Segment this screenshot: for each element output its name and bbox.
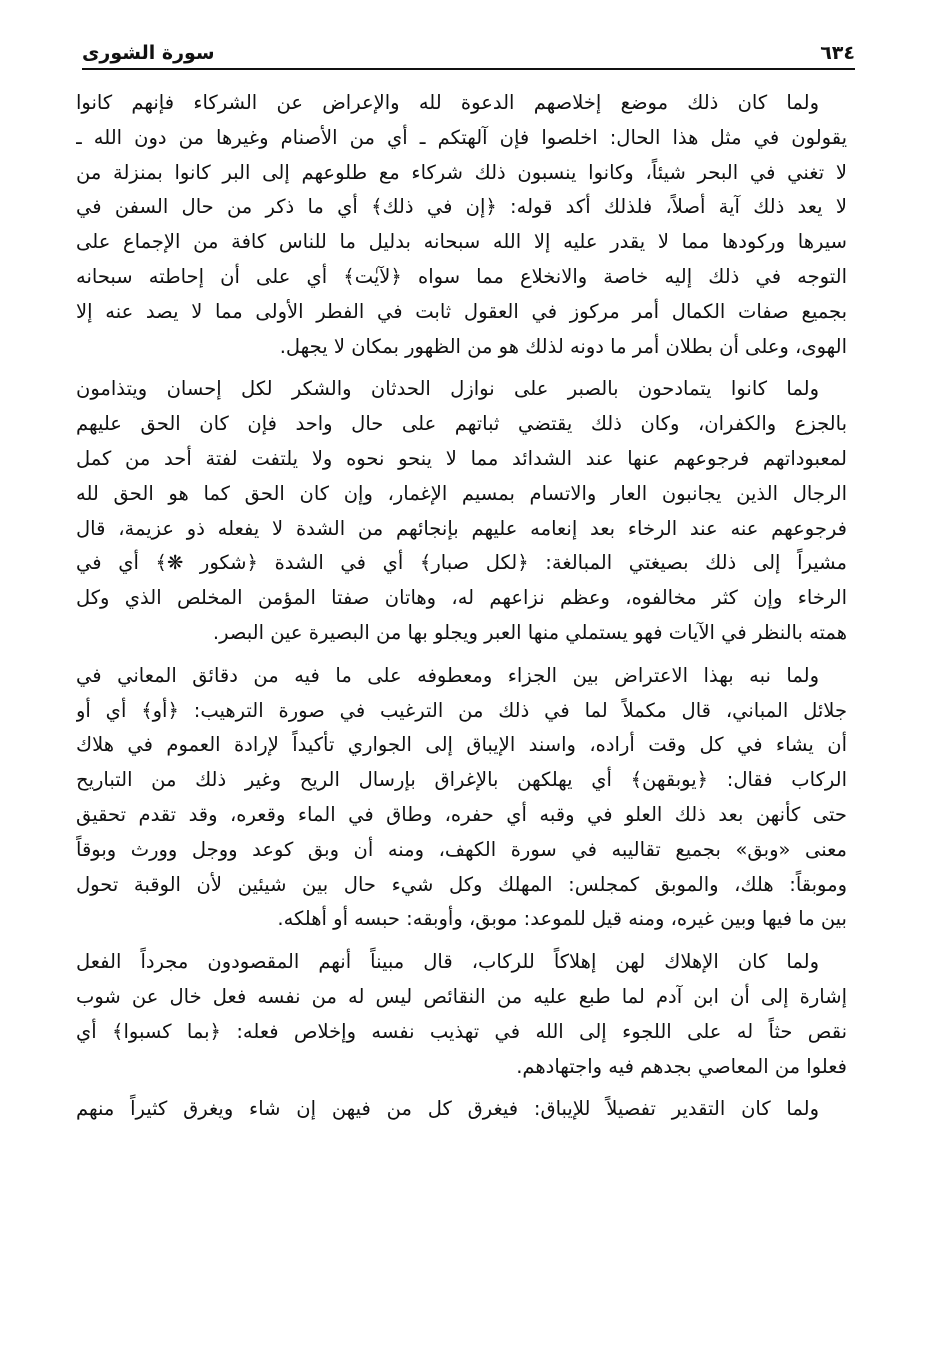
text-line: نقص حثاً له على اللجوء إلى الله في تهذيب نفسه وإخلاص فعله: ﴿بما كسبوا﴾ أي [76, 1019, 847, 1043]
text-line: معنى «وبق» بجميع تقاليبه في سورة الكهف، ومنه أن وبق كوعد ووجل وورث وبوقاً [76, 837, 847, 861]
text-line: مشيراً إلى ذلك بصيغتي المبالغة: ﴿لكل صبار﴾ أي في الشدة ﴿شكور ❋﴾ أي في [76, 551, 847, 575]
text-line: ولما كان ذلك موضع إخلاصهم الدعوة لله والإعراض عن الشركاء فإنهم كانوا [76, 91, 819, 114]
text-line: وموبقاً: هلك، والموبق كمجلس: المهلك وكل شيء حال بين شيئين لأن الوقبة تحول [76, 872, 847, 896]
text-line: فعلوا من المعاصي بجدهم فيه واجتهادهم. [516, 1054, 847, 1078]
text-line: الركاب فقال: ﴿يوبقهن﴾ أي يهلكهن بالإغراق بإرسال الريح وغير ذلك من التباريح [76, 768, 847, 792]
page-number: ٦٣٤ [820, 42, 855, 64]
paragraph [76, 1092, 847, 1127]
paragraph [76, 659, 847, 937]
text-line: ولما كان التقدير تفصيلاً للإيباق: فيغرق كل من فيهن إن شاء ويغرق كثيراً منهم [76, 1097, 819, 1121]
paragraph [76, 945, 847, 1084]
page-body [76, 86, 847, 1135]
page-header [82, 40, 855, 70]
text-line: همته بالنظر في الآيات فهو يستملي منها العبر ويجلو بها من البصيرة عين البصر. [212, 620, 847, 644]
surah-title: سورة الشورى [82, 42, 215, 64]
text-line: الهوى، وعلى أن بطلان أمر ما دونه لذلك هو من الظهور بمكان لا يجهل. [279, 334, 847, 358]
text-line: بين ما فيها وبين غيره، ومنه قيل للموعد: موبق، وأوبقه: حبسه أو أهلكه. [277, 907, 847, 931]
text-line: ولما كان الإهلاك لهن إهلاكاً للركاب، قال مبيناً أنهم المقصودون مجرداً الفعل [76, 950, 819, 974]
paragraph [76, 86, 847, 364]
text-line: جلائل المباني، قال مكملاً لما في ذلك من الترغيب في صورة الترهيب: ﴿أو﴾ أي أو [76, 698, 847, 722]
text-line: التوجه في ذلك إليه خاصة والانخلاع مما سواه ﴿لآيٰت﴾ أي على أن إحاطته سبحانه [76, 264, 847, 288]
text-line: أن يشاء في كل وقت أراده، واسند الإيباق إلى الجواري تأكيداً لإرادة العموم في هلاك [76, 733, 847, 757]
text-line: لمعبوداتهم فرجوعهم عنها عند الشدائد مما لا ينحو نحوه ولا يلتفت لفتة أحد من كمل [76, 446, 847, 470]
text-line: الرجال الذين يجانبون العار والاتسام بمسيم الإغمار، وإن كان الحق كما هو الحق لله [76, 481, 847, 505]
text-line: الرخاء وإن كثر مخالفوه، وعظم نزاعهم له، وهاتان صفتا المؤمن المخلص الذي وكل [76, 586, 847, 610]
text-line: ولما كانوا يتمادحون بالصبر على نوازل الحدثان والشكر لكل إحسان ويتذامون [76, 377, 819, 401]
text-line: بالجزع والكفران، وكان ذلك يقتضي ثباتهم على حال واحد فإن كان الحق عليهم [76, 412, 847, 436]
text-line: لا يعد ذلك آية أصلاً، فلذلك أكد قوله: ﴿إن في ذلك﴾ أي ما ذكر من حال السفن في [76, 195, 847, 219]
text-line: ولما نبه بهذا الاعتراض بين الجزاء ومعطوفه على ما فيه من دقائق المعاني في [76, 663, 819, 687]
text-line: سيرها وركودها مما لا يقدر عليه إلا الله سبحانه بدليل ما للناس كافة من الإجماع على [76, 230, 847, 254]
paragraph [76, 372, 847, 650]
text-line: حتى كأنهن بعد ذلك العلو في وقبه أي حفره، وطاق في الماء وقعره، وقد تقدم تحقيق [76, 802, 847, 826]
text-line: يقولون في مثل هذا الحال: اخلصوا فإن آلهتكم ـ أي من الأصنام وغيرها من دون الله ـ [76, 125, 847, 149]
text-line: إشارة إلى أن ابن آدم لما طبع عليه من النقائص ليس له من نفسه فعل خال عن شوب [76, 984, 847, 1008]
text-line: فرجوعهم عنه عند الرخاء بعد إنعامه عليهم بإنجائهم من الشدة لا يفعله ذو عزيمة، قال [76, 516, 847, 540]
text-line: لا تغني في البحر شيئاً، وكانوا ينسبون ذلك شركاء مع طلوعهم إلى البر كانوا بمنزلة من [76, 160, 847, 184]
text-line: بجميع صفات الكمال أمر مركوز في العقول ثابت في الفطر الأولى مما لا يصد عنه إلا [76, 299, 847, 323]
